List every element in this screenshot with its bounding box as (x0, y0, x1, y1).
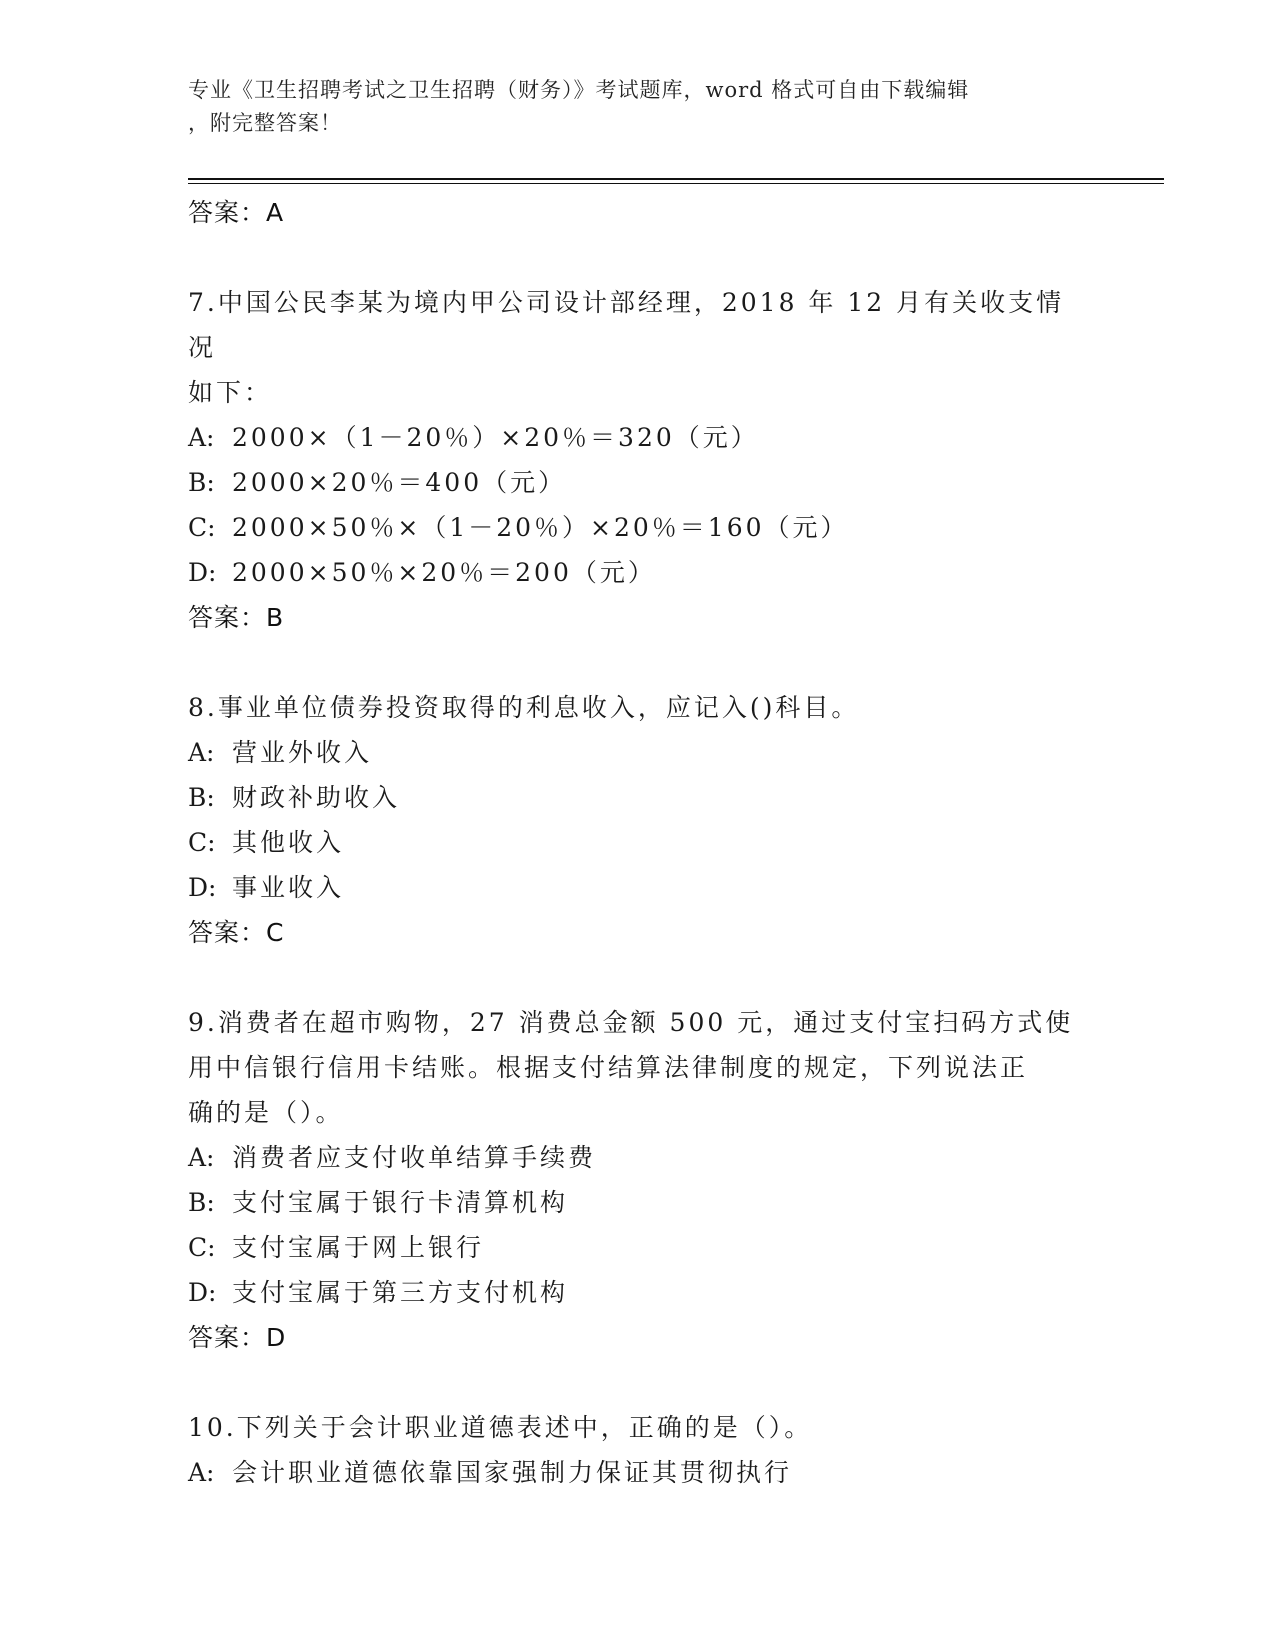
question-block (188, 685, 1088, 956)
option-text: 2000×（1－20％）×20％＝320（元） (232, 423, 759, 452)
option-text: 支付宝属于第三方支付机构 (232, 1278, 569, 1307)
question-text: 8.事业单位债券投资取得的利息收入，应记入()科目。 (188, 693, 860, 722)
option-text: 事业收入 (232, 873, 345, 902)
option-text: 其他收入 (232, 828, 345, 857)
question-block (188, 1405, 1088, 1495)
option-label: C: (188, 1233, 216, 1262)
option-text: 支付宝属于银行卡清算机构 (232, 1188, 569, 1217)
question-text: 如下： (188, 378, 273, 407)
option-label: C: (188, 828, 216, 857)
option-text: 消费者应支付收单结算手续费 (232, 1143, 597, 1172)
question-block (188, 280, 1088, 641)
question-text: 确的是（）。 (188, 1098, 344, 1127)
answer-option (188, 820, 1088, 865)
document-header (188, 74, 1088, 140)
question-text: 7.中国公民李某为境内甲公司设计部经理，2018 年 12 月有关收支情况 (188, 288, 1065, 362)
option-text: 营业外收入 (232, 738, 373, 767)
answer-option (188, 460, 1088, 505)
option-label: A: (188, 1458, 215, 1487)
answer-line: 答案：A (188, 198, 285, 227)
question-text: 10.下列关于会计职业道德表述中，正确的是（）。 (188, 1413, 813, 1442)
option-label: D: (188, 1278, 217, 1307)
answer-option (188, 505, 1088, 550)
option-label: D: (188, 873, 217, 902)
option-label: A: (188, 423, 215, 452)
option-text: 2000×20％＝400（元） (232, 468, 567, 497)
header-line-1: 专业《卫生招聘考试之卫生招聘（财务）》考试题库，word 格式可自由下载编辑 (188, 78, 970, 102)
answer-line: 答案：C (188, 918, 285, 947)
answer-option (188, 1180, 1088, 1225)
answer-option (188, 550, 1088, 595)
answer-line: 答案：B (188, 603, 285, 632)
option-label: B: (188, 783, 215, 812)
option-label: B: (188, 1188, 215, 1217)
option-label: A: (188, 1143, 215, 1172)
option-text: 2000×50％×（1－20％）×20％＝160（元） (232, 513, 849, 542)
answer-option (188, 1225, 1088, 1270)
option-label: C: (188, 513, 216, 542)
option-text: 支付宝属于网上银行 (232, 1233, 485, 1262)
answer-option (188, 865, 1088, 910)
answer-option (188, 775, 1088, 820)
question-text: 用中信银行信用卡结账。根据支付结算法律制度的规定，下列说法正 (188, 1053, 1029, 1082)
answer-option (188, 415, 1088, 460)
option-text: 会计职业道德依靠国家强制力保证其贯彻执行 (232, 1458, 793, 1487)
option-label: D: (188, 558, 217, 587)
option-label: A: (188, 738, 215, 767)
answer-option (188, 1270, 1088, 1315)
header-divider-thick (188, 178, 1164, 180)
answer-option (188, 1135, 1088, 1180)
header-line-2: ，附完整答案！ (188, 111, 342, 135)
question-list (188, 190, 1088, 1495)
answer-option (188, 730, 1088, 775)
question-block (188, 1000, 1088, 1361)
answer-option (188, 1450, 1088, 1495)
answer-line: 答案：D (188, 1323, 287, 1352)
header-divider-thin (188, 183, 1164, 184)
question-text: 9.消费者在超市购物，27 消费总金额 500 元，通过支付宝扫码方式使 (188, 1008, 1074, 1037)
option-label: B: (188, 468, 215, 497)
option-text: 财政补助收入 (232, 783, 401, 812)
option-text: 2000×50％×20％＝200（元） (232, 558, 656, 587)
questions-container (188, 280, 1088, 1495)
